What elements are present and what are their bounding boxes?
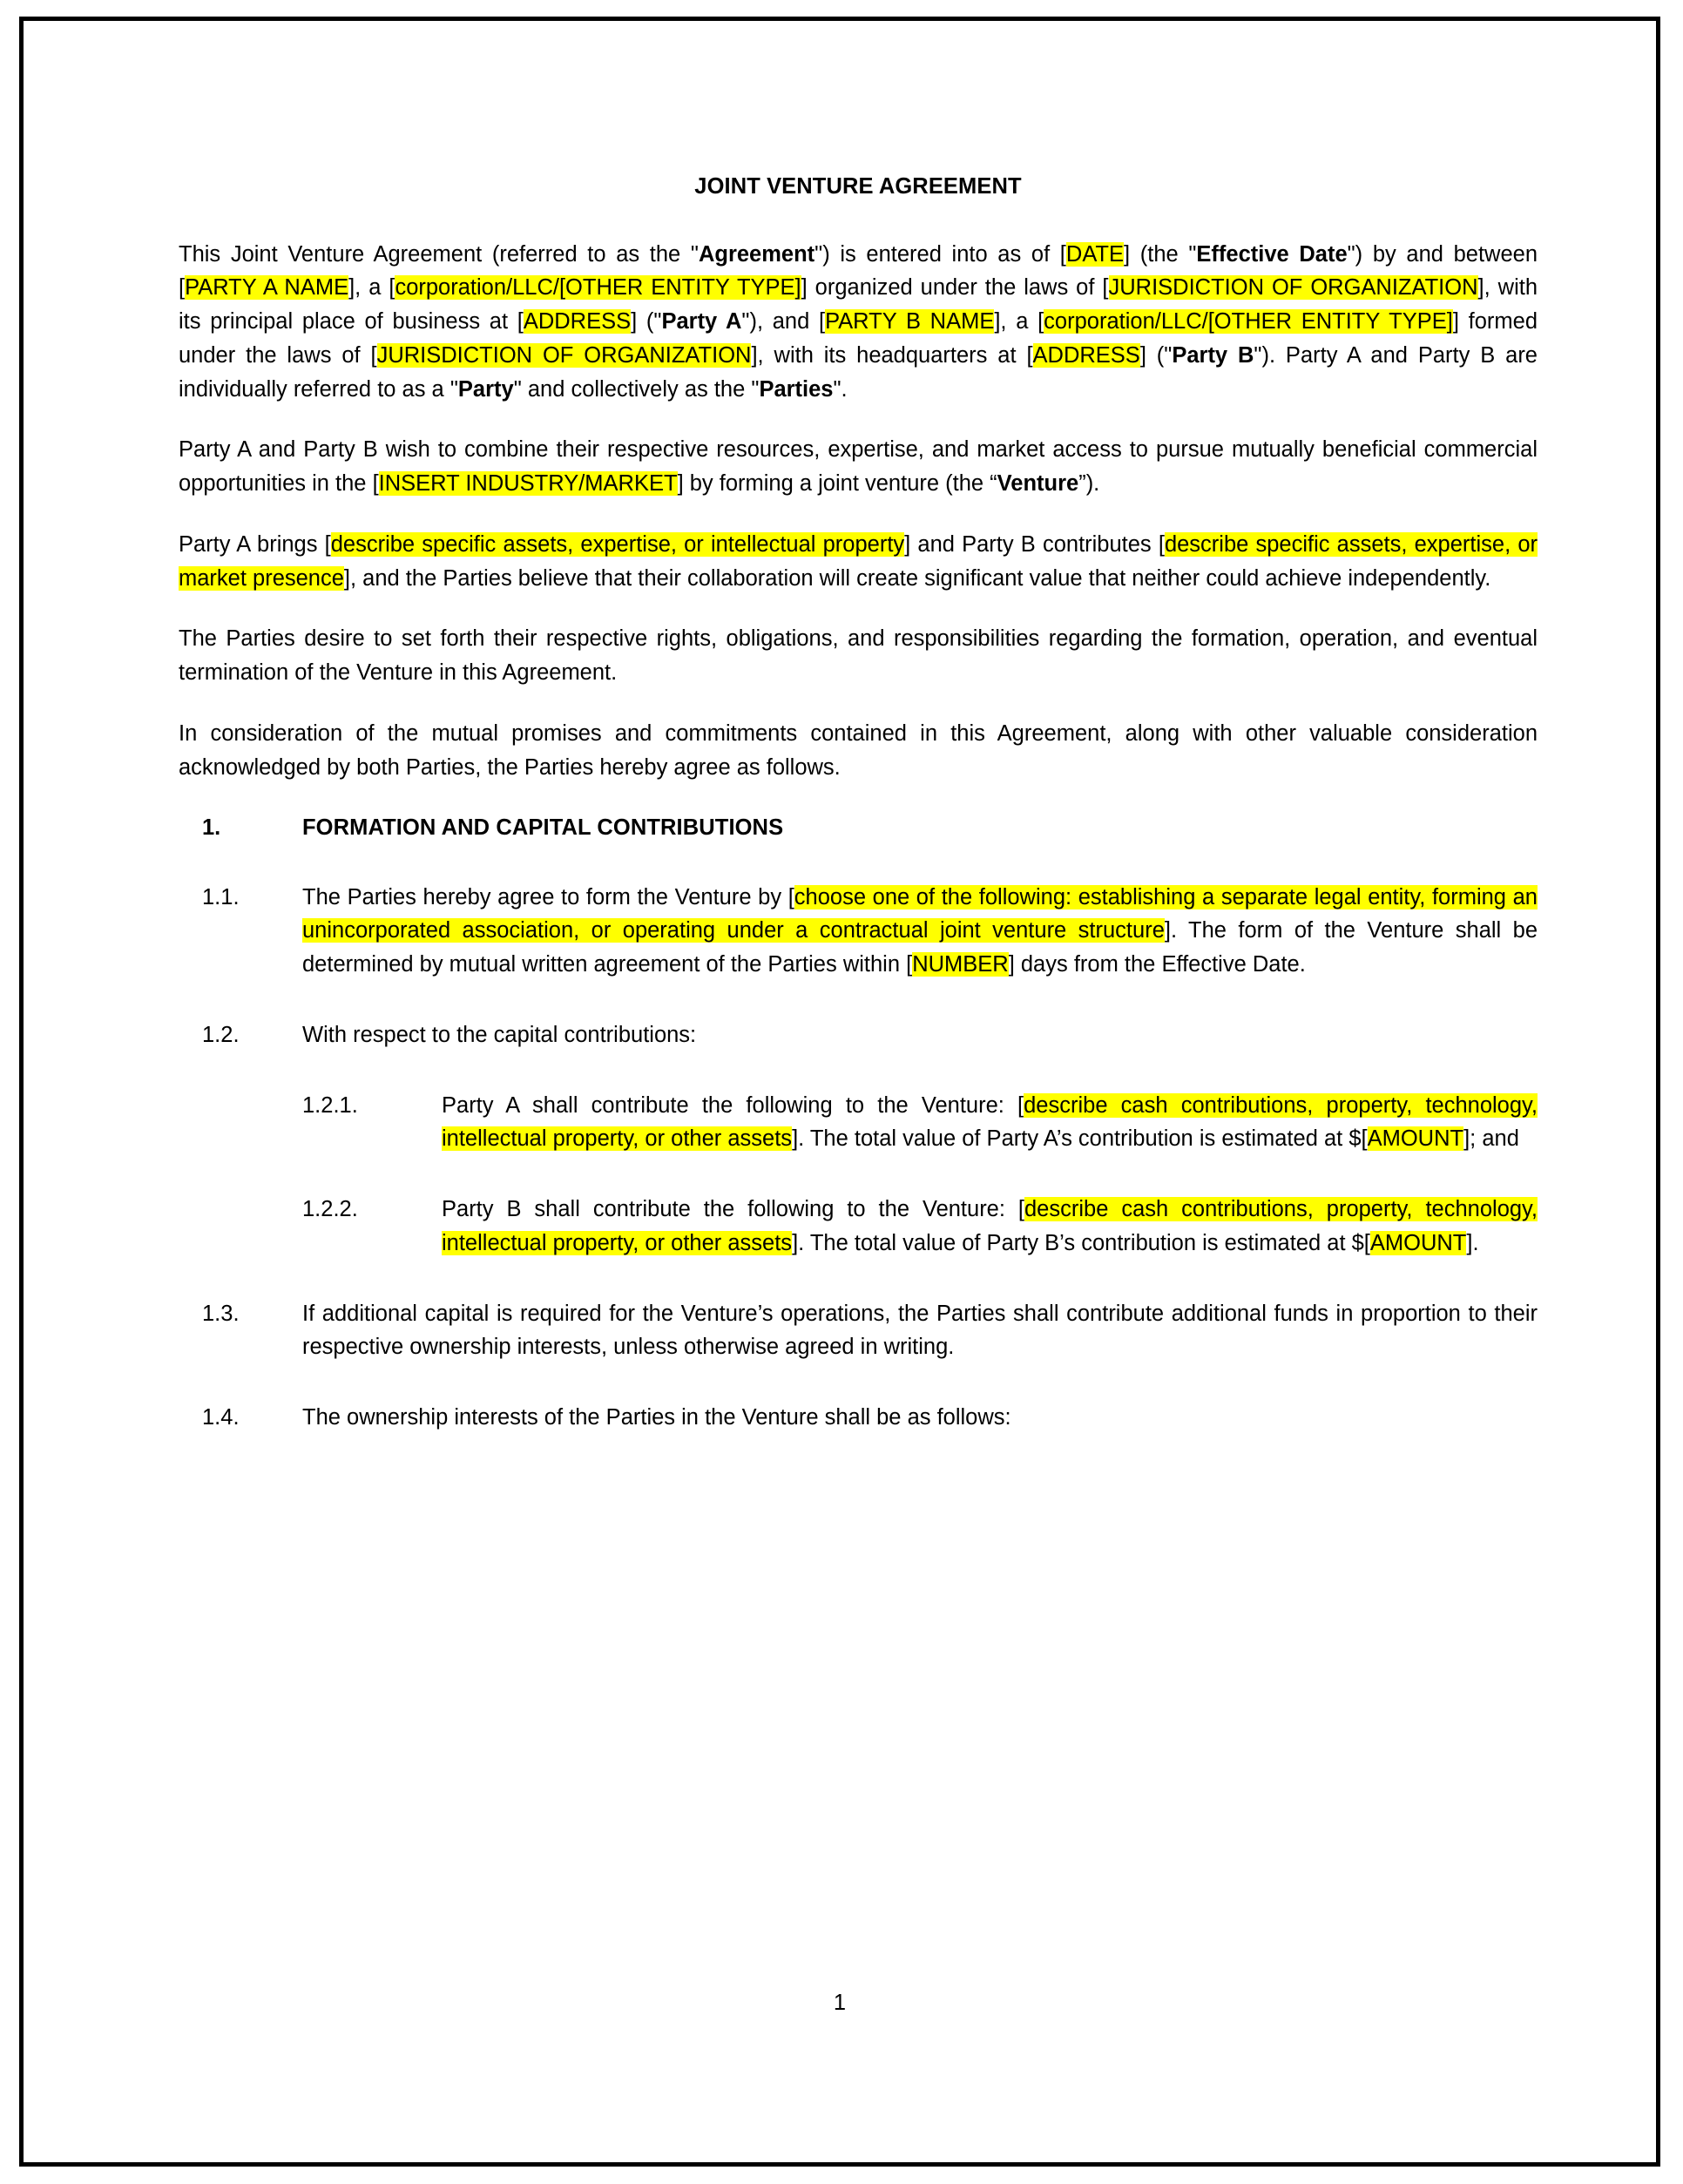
defined-term-party: Party: [457, 376, 514, 402]
paragraph-recitals-purpose: [179, 433, 1538, 501]
text-run: ] by forming a joint venture (the “: [677, 471, 997, 497]
placeholder-date: DATE: [1065, 241, 1125, 267]
placeholder-party-a-entity-type: corporation/LLC/[OTHER ENTITY TYPE]: [395, 275, 801, 301]
clause-number: 1.2.2.: [302, 1197, 358, 1222]
clause-text: [302, 1401, 1538, 1435]
text-run: ], a [: [348, 275, 395, 301]
clause-number: 1.2.: [202, 1022, 240, 1047]
clause-1-4: [179, 1401, 1538, 1435]
defined-term-party-a: Party A: [661, 309, 742, 335]
text-run: ] (": [631, 309, 662, 335]
text-run: "). Party A and Party B are individually referred to as a ": [179, 342, 1538, 402]
clause-1-1: [179, 881, 1538, 982]
text-run: ") is entered into as of [: [814, 241, 1066, 267]
clause-text: [442, 1089, 1538, 1157]
page-title: JOINT VENTURE AGREEMENT: [694, 174, 1022, 199]
placeholder-party-b-contribution-description: describe cash contributions, property, technology, intellectual property, or other assets: [442, 1197, 1538, 1255]
placeholder-industry-market: INSERT INDUSTRY/MARKET: [378, 471, 678, 497]
text-run: ") by and between [: [179, 241, 1538, 301]
text-run: Party A and Party B wish to combine their respective resources, expertise, and market access to pursue mutually beneficial commercial opportunities in the [: [179, 437, 1538, 497]
paragraph-recitals-parties: [179, 238, 1538, 407]
text-run: If additional capital is required for the Venture’s operations, the Parties shall contribute additional funds in proportion to their respective ownership interests, unless otherwise agreed in writing.: [302, 1301, 1538, 1360]
text-run: ”).: [1078, 471, 1100, 497]
clause-1-2: [179, 1018, 1538, 1052]
placeholder-party-a-assets: describe specific assets, expertise, or intellectual property: [330, 531, 905, 557]
document-page: [19, 17, 1660, 2167]
text-run: "), and [: [741, 309, 826, 335]
placeholder-party-b-entity-type: corporation/LLC/[OTHER ENTITY TYPE]: [1044, 309, 1453, 335]
clause-text: [302, 1018, 1538, 1052]
text-run: ] (the ": [1124, 241, 1197, 267]
text-run: ], with its principal place of business at [: [179, 275, 1538, 335]
clause-number: 1.4.: [202, 1405, 240, 1430]
placeholder-number-of-days: NUMBER: [912, 952, 1009, 977]
defined-term-venture: Venture: [997, 471, 1079, 497]
text-run: ] (": [1139, 342, 1173, 368]
text-run: ] formed under the laws of [: [179, 309, 1538, 368]
defined-term-agreement: Agreement: [698, 241, 815, 267]
placeholder-party-b-address: ADDRESS: [1032, 342, 1140, 368]
text-run: The Parties hereby agree to form the Venture by [: [302, 884, 794, 909]
defined-term-party-b: Party B: [1172, 342, 1254, 368]
text-run: This Joint Venture Agreement (referred to as the ": [179, 241, 699, 267]
section-number: 1.: [202, 815, 221, 841]
text-run: The ownership interests of the Parties in the Venture shall be as follows:: [302, 1405, 1011, 1430]
text-run: ], and the Parties believe that their collaboration will create significant value that neither could achieve independently.: [343, 565, 1491, 591]
defined-term-parties: Parties: [759, 376, 834, 402]
placeholder-party-a-name: PARTY A NAME: [185, 275, 349, 301]
clause-1-3: [179, 1297, 1538, 1365]
section-heading-1: [179, 811, 1538, 844]
clause-text: [442, 1193, 1538, 1261]
text-run: ] days from the Effective Date.: [1008, 952, 1306, 977]
text-run: ".: [833, 376, 848, 402]
text-run: ], with its headquarters at [: [751, 342, 1033, 368]
section-title: FORMATION AND CAPITAL CONTRIBUTIONS: [302, 815, 784, 841]
text-run: The Parties desire to set forth their respective rights, obligations, and responsibilities regarding the formation, operation, and eventual termination of the Venture in this Agreement.: [179, 626, 1538, 686]
clause-number: 1.1.: [202, 884, 240, 909]
page-number-footer: 1: [833, 1991, 847, 2015]
document-body: [179, 173, 1538, 1471]
text-run: Party B shall contribute the following to the Venture: [: [442, 1197, 1024, 1222]
text-run: In consideration of the mutual promises and commitments contained in this Agreement, along with other valuable consideration acknowledged by both Parties, the Parties hereby agree as follows.: [179, 720, 1538, 780]
placeholder-party-b-name: PARTY B NAME: [825, 309, 995, 335]
defined-term-effective-date: Effective Date: [1196, 241, 1348, 267]
paragraph-consideration: [179, 717, 1538, 785]
paragraph-recitals-intent: [179, 622, 1538, 690]
text-run: ].: [1466, 1230, 1479, 1255]
clause-1-2-2: [179, 1193, 1538, 1261]
text-run: Party A brings [: [179, 531, 331, 557]
text-run: ]. The form of the Venture shall be determined by mutual written agreement of the Parties within [: [302, 918, 1538, 977]
paragraph-recitals-contributions: [179, 528, 1538, 596]
clause-1-2-1: [179, 1089, 1538, 1157]
text-run: ] organized under the laws of [: [801, 275, 1109, 301]
placeholder-party-b-jurisdiction: JURISDICTION OF ORGANIZATION: [376, 342, 752, 368]
placeholder-venture-form-choice: choose one of the following: establishing a separate legal entity, forming an unincorporated association, or operating under a contractual joint venture structure: [302, 884, 1538, 943]
text-run: ]; and: [1463, 1126, 1519, 1152]
text-run: With respect to the capital contributions:: [302, 1022, 697, 1047]
clause-text: [302, 881, 1538, 982]
clause-number: 1.2.1.: [302, 1092, 358, 1118]
text-run: " and collectively as the ": [513, 376, 760, 402]
placeholder-party-a-jurisdiction: JURISDICTION OF ORGANIZATION: [1108, 275, 1478, 301]
text-run: ] and Party B contributes [: [904, 531, 1165, 557]
clause-text: [302, 1297, 1538, 1365]
placeholder-party-a-amount: AMOUNT: [1367, 1126, 1464, 1152]
text-run: ], a [: [994, 309, 1044, 335]
text-run: ]. The total value of Party A’s contribution is estimated at $[: [792, 1126, 1368, 1152]
placeholder-party-a-contribution-description: describe cash contributions, property, technology, intellectual property, or other assets: [442, 1092, 1538, 1152]
clause-number: 1.3.: [202, 1301, 240, 1326]
placeholder-party-b-assets: describe specific assets, expertise, or market presence: [179, 531, 1538, 591]
text-run: Party A shall contribute the following to the Venture: [: [442, 1092, 1024, 1118]
placeholder-party-a-address: ADDRESS: [523, 309, 632, 335]
placeholder-party-b-amount: AMOUNT: [1369, 1230, 1467, 1255]
text-run: ]. The total value of Party B’s contribution is estimated at $[: [792, 1230, 1370, 1255]
